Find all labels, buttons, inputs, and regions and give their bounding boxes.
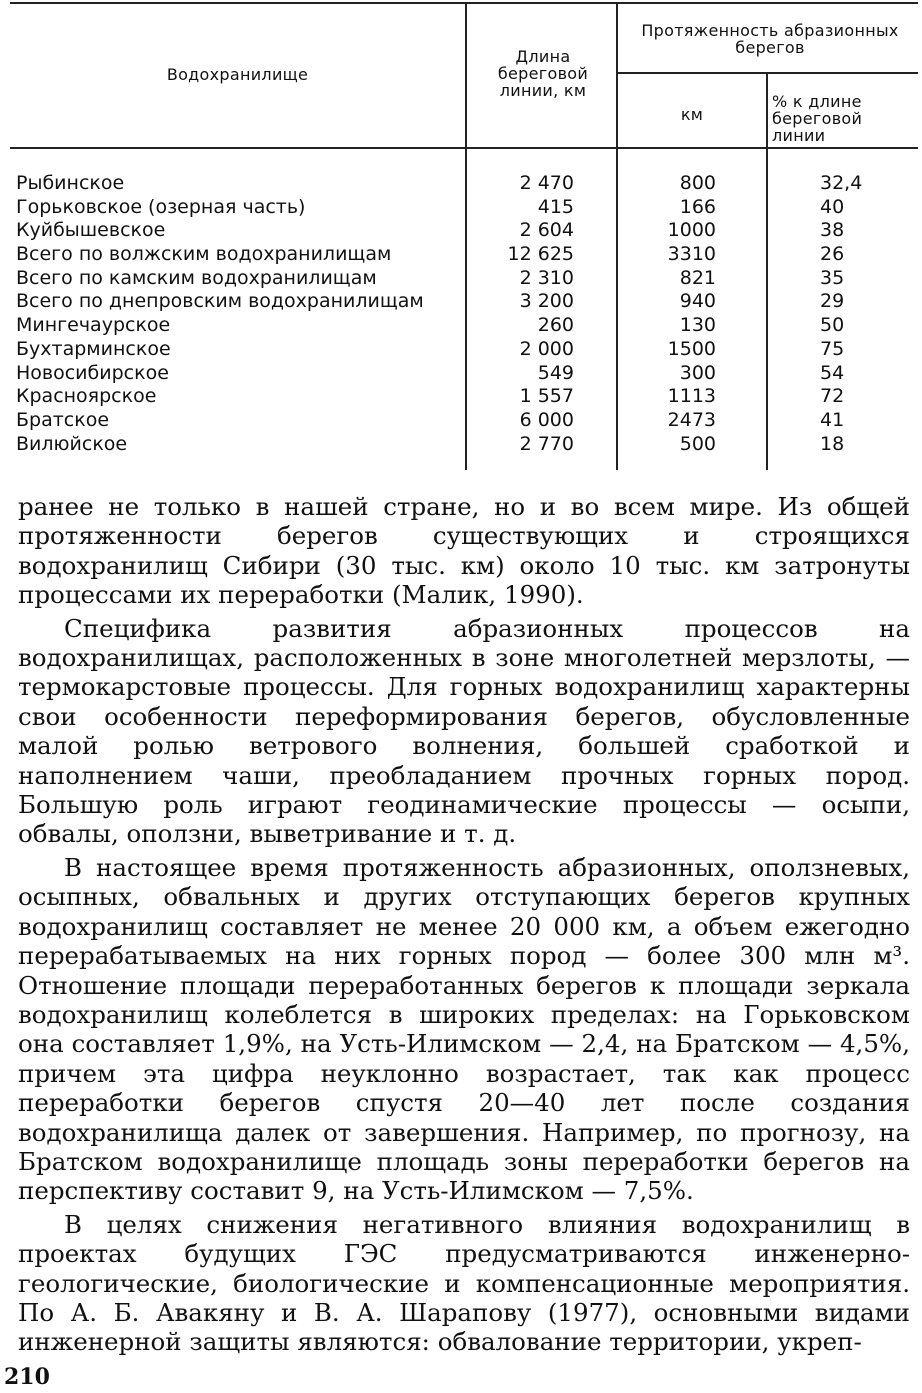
abrasion-km: 130 [679, 314, 716, 337]
abrasion-pct: 38 [820, 219, 845, 242]
abrasion-pct: 40 [820, 195, 845, 218]
reservoir-table [10, 0, 918, 470]
abrasion-pct: 18 [820, 432, 845, 455]
abrasion-km: 800 [679, 172, 716, 194]
table-row [10, 314, 918, 338]
abrasion-km: 300 [679, 361, 716, 384]
table-row [10, 267, 918, 291]
abrasion-km: 1000 [667, 219, 716, 242]
table-top-rule [10, 2, 918, 4]
body-text [18, 492, 910, 1357]
table-row [10, 290, 918, 314]
abrasion-km: 2473 [667, 408, 716, 431]
paragraph-4: В целях снижения негативного влияния водохранилищ в проектах будущих ГЭС предусматриваются инженерно-геологические, биологические и компенсационные мероприятия. По А. Б. Авакяну и В. А. Шарапову (1977), основными видами инженерной защиты являются: обвалование территории, укреп- [18, 1209, 910, 1357]
table-body [10, 172, 918, 456]
abrasion-pct: 35 [820, 266, 845, 289]
reservoir-name: Братское [16, 408, 110, 431]
reservoir-name: Красноярское [16, 385, 157, 408]
abrasion-km: 940 [679, 290, 716, 313]
abrasion-km: 166 [679, 195, 716, 218]
abrasion-km: 3310 [667, 243, 716, 266]
abrasion-pct: 41 [820, 408, 845, 431]
header-pct: % к длине береговой линии [772, 92, 863, 145]
shoreline-length: 549 [537, 361, 574, 384]
header-reservoir: Водохранилище [166, 65, 309, 84]
reservoir-name: Мингечаурское [16, 314, 171, 337]
shoreline-length: 1 557 [519, 385, 574, 408]
paragraph-2: Специфика развития абразионных процессов на водохранилищах, расположенных в зоне многолетней мерзлоты, — термокарстовые процессы. Для горных водохранилищ характерны свои особенности переформирования берегов, обусловленные малой ролью ветрового волнения, большей сработкой и наполнением чаши, преобладанием прочных горных пород. Большую роль играют геодинамические процессы — осыпи, обвалы, оползни, выветривание и т. д. [18, 613, 910, 849]
reservoir-name: Вилюйское [16, 432, 128, 455]
shoreline-length: 6 000 [519, 408, 574, 431]
shoreline-length: 415 [537, 195, 574, 218]
page-number: 210 [4, 1364, 50, 1390]
reservoir-name: Новосибирское [16, 361, 169, 384]
abrasion-km: 1500 [667, 337, 716, 360]
abrasion-km: 500 [679, 432, 716, 455]
reservoir-name: Всего по камским водохранилищам [16, 266, 377, 289]
shoreline-length: 12 625 [507, 243, 574, 266]
table-subheader-rule [618, 72, 918, 74]
header-abrasion: Протяженность абразионных берегов [641, 21, 899, 57]
reservoir-name: Бухтарминское [16, 337, 171, 360]
table-row [10, 409, 918, 433]
shoreline-length: 2 000 [519, 337, 574, 360]
table-row [10, 385, 918, 409]
table-row [10, 433, 918, 457]
paragraph-1: ранее не только в нашей стране, но и во всем мире. Из общей протяженности берегов существующих и строящихся водохранилищ Сибири (30 тыс. км) около 10 тыс. км затронуты процессами их переработки (Малик, 1990). [18, 492, 910, 610]
reservoir-name: Горьковское (озерная часть) [16, 195, 306, 218]
abrasion-km: 1113 [667, 385, 716, 408]
table-row [10, 219, 918, 243]
shoreline-length: 2 470 [519, 172, 574, 194]
abrasion-pct: 32,4 [820, 172, 863, 194]
reservoir-name: Всего по волжским водохранилищам [16, 243, 392, 266]
shoreline-length: 260 [537, 314, 574, 337]
shoreline-length: 3 200 [519, 290, 574, 313]
abrasion-pct: 75 [820, 337, 845, 360]
abrasion-km: 821 [679, 266, 716, 289]
table-header-rule [10, 147, 918, 149]
abrasion-pct: 26 [820, 243, 845, 266]
header-length: Длина береговой линии, км [497, 47, 589, 100]
reservoir-name: Всего по днепровским водохранилищам [16, 290, 424, 313]
shoreline-length: 2 770 [519, 432, 574, 455]
abrasion-pct: 72 [820, 385, 845, 408]
table-row [10, 196, 918, 220]
abrasion-pct: 50 [820, 314, 845, 337]
shoreline-length: 2 310 [519, 266, 574, 289]
table-row [10, 172, 918, 196]
reservoir-name: Рыбинское [16, 172, 125, 194]
table-row [10, 338, 918, 362]
reservoir-name: Куйбышевское [16, 219, 166, 242]
shoreline-length: 2 604 [519, 219, 574, 242]
header-km: км [680, 105, 704, 124]
abrasion-pct: 29 [820, 290, 845, 313]
table-row [10, 362, 918, 386]
table-row [10, 243, 918, 267]
paragraph-3: В настоящее время протяженность абразионных, оползневых, осыпных, обвальных и других отступающих берегов крупных водохранилищ составляет не менее 20 000 км, а объем ежегодно перерабатываемых на них горных пород — более 300 млн м³. Отношение площади переработанных берегов к площади зеркала водохранилищ колеблется в широких пределах: на Горьковском она составляет 1,9%, на Усть-Илимском — 2,4, на Братском — 4,5%, причем эта цифра неуклонно возрастает, так как процесс переработки берегов спустя 20—40 лет после создания водохранилища далек от завершения. Например, по прогнозу, на Братском водохранилище площадь зоны переработки берегов на перспективу составит 9, на Усть-Илимском — 7,5%. [18, 852, 910, 1206]
abrasion-pct: 54 [820, 361, 845, 384]
